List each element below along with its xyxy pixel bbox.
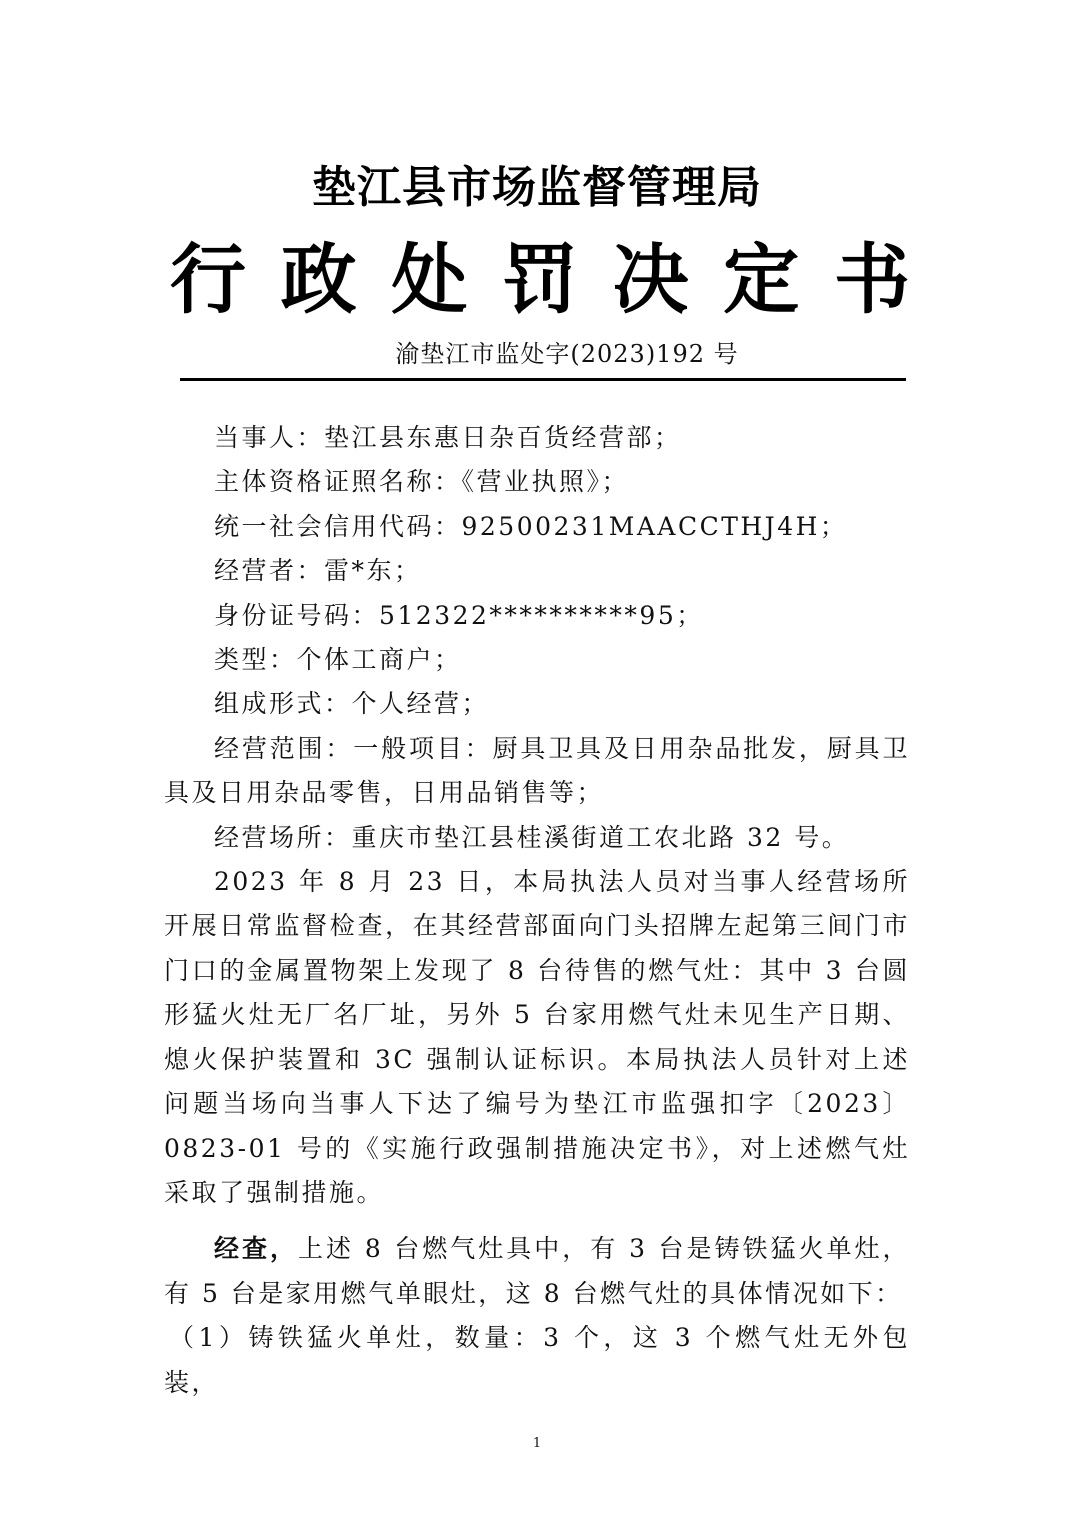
document-title-char: 书 <box>833 235 910 324</box>
header-divider <box>180 378 906 381</box>
investigation-text: 上述 8 台燃气灶具中，有 3 台是铸铁猛火单灶，有 5 台是家用燃气单眼灶，这 8 台燃气灶的具体情况如下： <box>164 1234 910 1308</box>
field-credit-code: 统一社会信用代码：92500231MAACCTHJ4H； <box>214 511 848 541</box>
document-title-char: 处 <box>391 235 468 324</box>
document-title <box>170 232 910 328</box>
field-type: 类型：个体工商户； <box>214 645 462 675</box>
document-title-char: 罚 <box>501 235 578 324</box>
document-title-char: 行 <box>170 235 246 324</box>
document-body <box>164 416 910 1405</box>
field-id-number: 身份证号码：512322**********95； <box>214 600 704 630</box>
page-number: 1 <box>532 1436 542 1451</box>
document-number: 渝垫江市监处字(2023)192 号 <box>395 340 739 368</box>
document-title-char: 定 <box>723 235 800 324</box>
field-organization-form: 组成形式：个人经营； <box>214 689 490 719</box>
field-party: 当事人：垫江县东惠日杂百货经营部； <box>214 423 682 452</box>
item-1-paragraph: （1）铸铁猛火单灶，数量：3 个，这 3 个燃气灶无外包装， <box>164 1323 910 1397</box>
inspection-paragraph: 2023 年 8 月 23 日，本局执法人员对当事人经营场所开展日常监督检查，在其经营部面向门头招牌左起第三间门市门口的金属置物架上发现了 8 台待售的燃气灶：其中 3 台圆形猛火灶无厂名厂址，另外 5 台家用燃气灶未见生产日期、熄火保护装置和 3C 强制认证标识。本局执法人员针对上述问题当场向当事人下达了编号为垫江市监强扣字〔2023〕0823-01 号的《实施行政强制措施决定书》，对上述燃气灶采取了强制措施。 <box>164 867 910 1207</box>
field-operator: 经营者：雷*东； <box>214 556 422 586</box>
field-business-scope: 经营范围：一般项目：厨具卫具及日用杂品批发，厨具卫具及日用杂品零售，日用品销售等； <box>164 733 910 808</box>
investigation-paragraph <box>164 1227 910 1316</box>
document-title-char: 政 <box>280 235 357 324</box>
document-title-char: 决 <box>612 235 689 324</box>
agency-name: 垫江县市场监督管理局 <box>312 162 762 213</box>
field-license-name: 主体资格证照名称：《营业执照》； <box>214 467 630 497</box>
investigation-lead: 经查， <box>214 1234 298 1264</box>
field-business-address: 经营场所：重庆市垫江县桂溪街道工农北路 32 号。 <box>214 822 850 852</box>
